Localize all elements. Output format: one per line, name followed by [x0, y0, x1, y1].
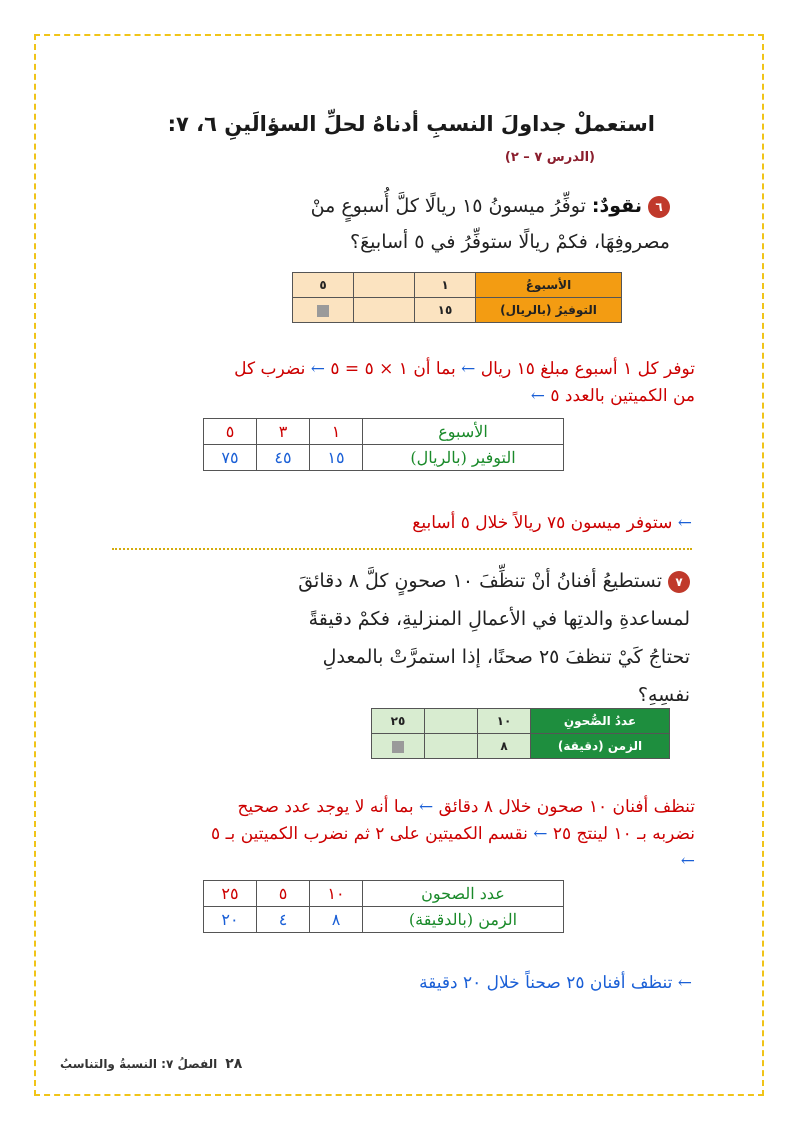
arrow-icon: ← — [310, 359, 325, 379]
arrow-icon: ← — [533, 824, 548, 844]
question-line: لمساعدةِ والدتِها في الأعمالِ المنزليةِ، فكمْ دقيقةً — [308, 608, 690, 630]
instructions: استعملْ جداولَ النسبِ أدناهُ لحلِّ السؤالَينِ ٦، ٧: — [167, 112, 655, 136]
table-cell — [354, 273, 415, 298]
conclusion-text: تنظف أفنان ٢٥ صحناً خلال ٢٠ دقيقة — [419, 973, 673, 993]
answer-text: نضرب كل — [234, 359, 306, 379]
table-cell — [425, 734, 478, 759]
table-cell: ٢٥ — [204, 881, 257, 907]
arrow-icon: ← — [680, 851, 695, 871]
table-cell: ٥ — [257, 881, 310, 907]
answer-ratio-table-7 — [203, 880, 564, 933]
table-row-label: الأسبوع — [363, 419, 564, 445]
arrow-icon: ← — [677, 513, 692, 533]
answer-ratio-table-6 — [203, 418, 564, 471]
table-cell: ١٥ — [310, 445, 363, 471]
answer-text: بما أنه لا يوجد عدد صحيح — [237, 797, 414, 817]
table-cell: ١٠ — [478, 709, 531, 734]
question-number: ٦ — [648, 196, 670, 218]
answer-text: نقسم الكميتين على ٢ ثم نضرب الكميتين بـ ٥ — [211, 824, 528, 844]
answer-text: نضربه بـ ١٠ لينتج ٢٥ — [552, 824, 695, 844]
table-cell: ٢٠ — [204, 907, 257, 933]
page-footer — [60, 1056, 242, 1072]
question-line: تحتاجُ كَيْ تنظفَ ٢٥ صحنًا، إذا استمرَّتْ بالمعدلِ — [322, 646, 690, 668]
answer-text: توفر كل ١ أسبوع مبلغ ١٥ ريال — [480, 359, 695, 379]
table-row-label: عددُ الصُّحونِ — [531, 709, 670, 734]
table-cell — [425, 709, 478, 734]
question-7 — [298, 562, 690, 714]
question-line: نفسِهِ؟ — [637, 684, 690, 706]
lesson-reference: (الدرس ٧ – ٢) — [504, 150, 595, 165]
table-cell: ٤٥ — [257, 445, 310, 471]
table-row-label: الزمن (بالدقيقة) — [363, 907, 564, 933]
table-cell-unknown — [293, 298, 354, 323]
table-cell: ٥ — [293, 273, 354, 298]
table-cell: ٥ — [204, 419, 257, 445]
question-line: تستطيعُ أفنانُ أنْ تنظِّفَ ١٠ صحونٍ كلَّ ٨ دقائقَ — [298, 570, 662, 592]
table-row-label: التوفيرُ (بالريال) — [476, 298, 622, 323]
table-cell: ١٥ — [415, 298, 476, 323]
table-row-label: التوفير (بالريال) — [363, 445, 564, 471]
table-cell: ٨ — [310, 907, 363, 933]
page-number: ٢٨ — [225, 1056, 243, 1072]
book-ratio-table-7 — [371, 708, 670, 759]
conclusion-7 — [419, 970, 692, 997]
table-cell: ٢٥ — [372, 709, 425, 734]
table-cell: ٣ — [257, 419, 310, 445]
section-divider — [112, 548, 692, 550]
table-cell: ٤ — [257, 907, 310, 933]
answer-text: تنظف أفنان ١٠ صحون خلال ٨ دقائق — [438, 797, 695, 817]
table-row-label: عدد الصحون — [363, 881, 564, 907]
unknown-square-icon — [317, 305, 329, 317]
arrow-icon: ← — [461, 359, 476, 379]
table-cell: ١ — [310, 419, 363, 445]
table-cell: ١ — [415, 273, 476, 298]
answer-text: من الكميتين بالعدد ٥ — [550, 386, 695, 406]
arrow-icon: ← — [677, 973, 692, 993]
table-cell: ٧٥ — [204, 445, 257, 471]
question-6 — [311, 188, 670, 260]
arrow-icon: ← — [418, 797, 434, 817]
book-ratio-table-6 — [292, 272, 622, 323]
question-keyword: نقودٌ: — [591, 195, 642, 217]
table-row-label: الأسبوعُ — [476, 273, 622, 298]
answer-6 — [105, 356, 695, 410]
question-number: ٧ — [668, 571, 690, 593]
conclusion-text: ستوفر ميسون ٧٥ ريالاً خلال ٥ أسابيع — [412, 513, 673, 533]
question-line: توفِّرُ ميسونُ ١٥ ريالًا كلَّ أُسبوعٍ منْ — [310, 195, 586, 217]
answer-7 — [105, 794, 695, 875]
table-cell-unknown — [372, 734, 425, 759]
chapter-title: الفصلُ ٧: النسبةُ والتناسبُ — [60, 1057, 218, 1071]
question-line: مصروفِهَا، فكمْ ريالًا ستوفِّرُ في ٥ أسابيعَ؟ — [349, 231, 670, 253]
table-cell: ٨ — [478, 734, 531, 759]
table-cell: ١٠ — [310, 881, 363, 907]
arrow-icon: ← — [530, 386, 545, 406]
table-row-label: الزمن (دقيقة) — [531, 734, 670, 759]
table-cell — [354, 298, 415, 323]
conclusion-6 — [412, 510, 692, 537]
unknown-square-icon — [392, 741, 404, 753]
answer-text: بما أن ١ × ٥ = ٥ — [330, 359, 456, 379]
